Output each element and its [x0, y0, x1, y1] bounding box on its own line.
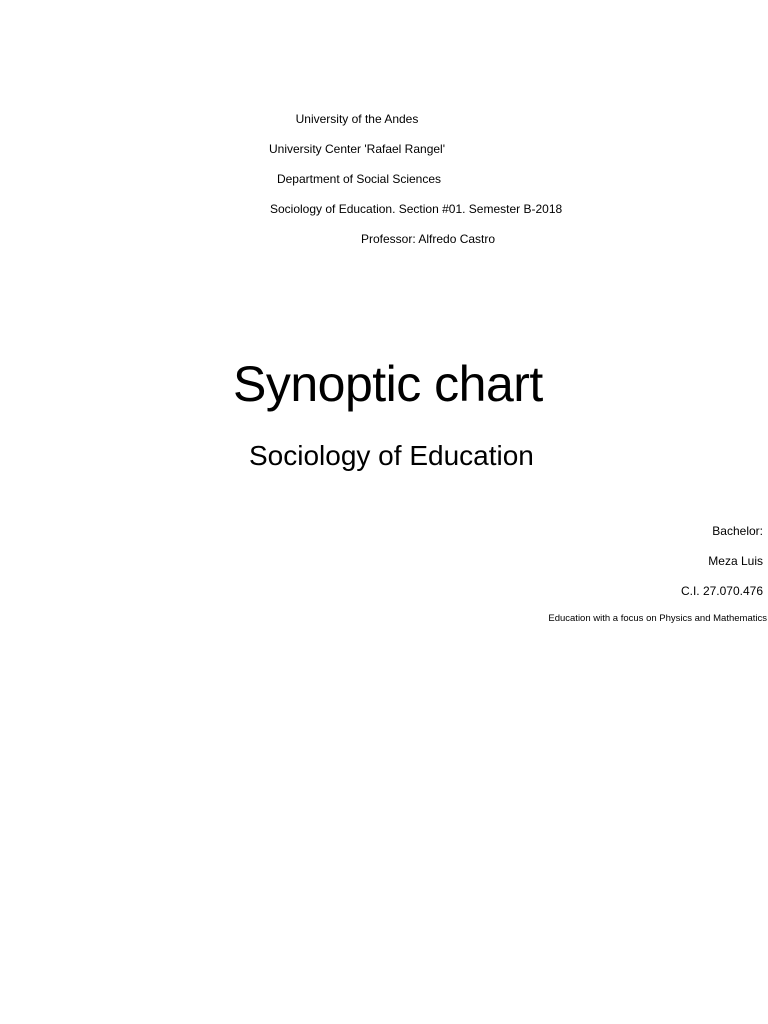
- degree-label: Bachelor:: [712, 524, 763, 538]
- document-title: Synoptic chart: [233, 356, 543, 412]
- university-center: University Center 'Rafael Rangel': [269, 142, 445, 156]
- course-info: [25, 202, 768, 216]
- department-name: Department of Social Sciences: [276, 172, 442, 186]
- university-name: University of the Andes: [295, 112, 419, 126]
- student-id: C.I. 27.070.476: [680, 584, 763, 598]
- document-subtitle: Sociology of Education: [249, 440, 534, 471]
- student-career: Education with a focus on Physics and Mathematics: [548, 613, 767, 624]
- course-info-text: Sociology of Education. Section #01. Semester B-2018: [270, 202, 563, 216]
- student-name: Meza Luis: [708, 554, 763, 568]
- professor-name: Professor: Alfredo Castro: [361, 232, 496, 246]
